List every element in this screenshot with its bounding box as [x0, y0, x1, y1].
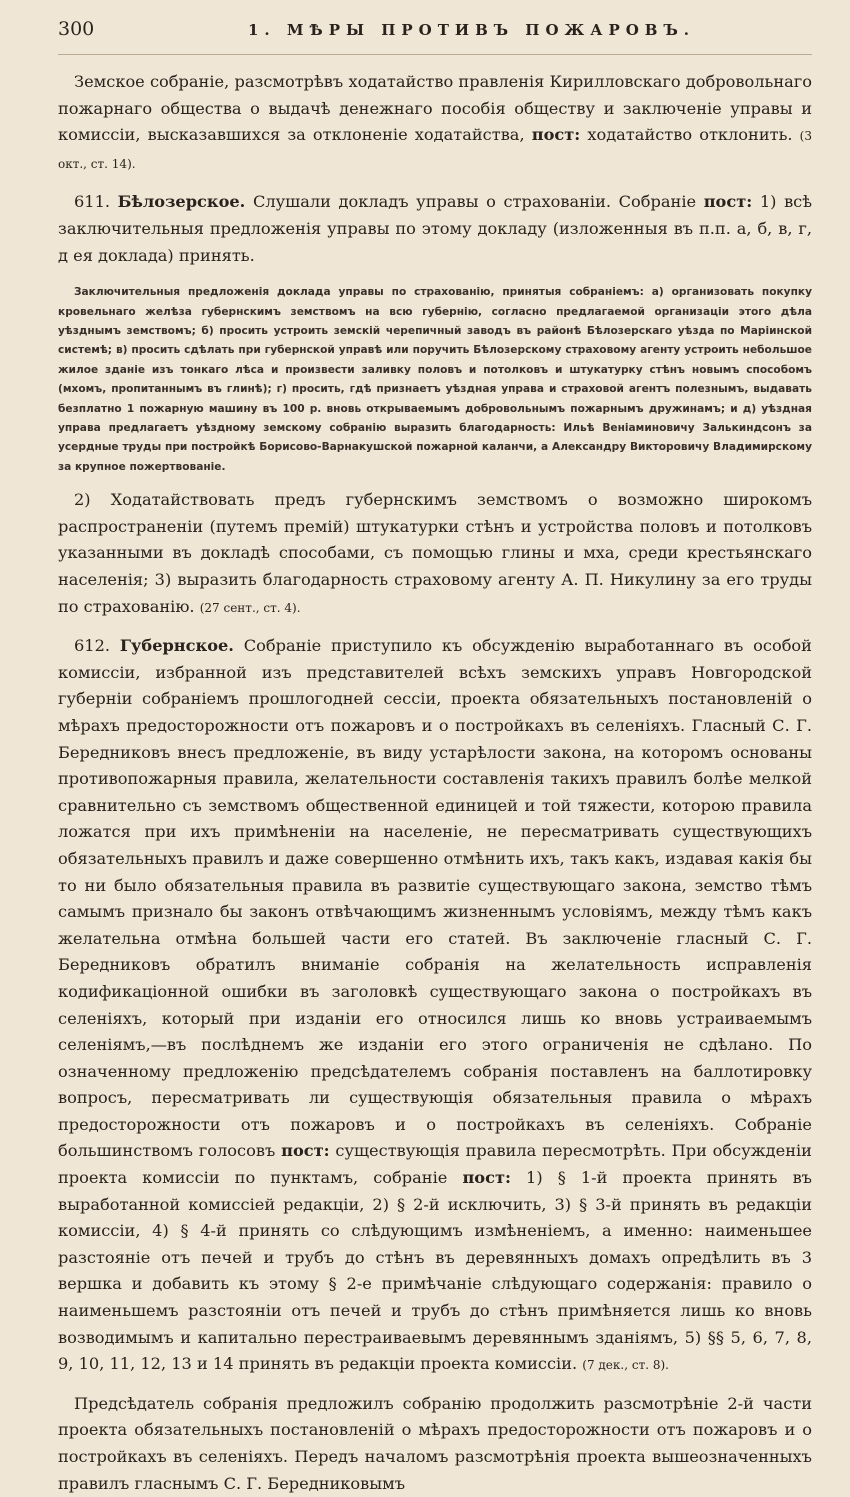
paragraph-chairman: Предсѣдатель собранія предложилъ собранію продолжить разсмотрѣніе 2-й части проекта обязательныхъ постановленій о мѣрахъ предосторожности отъ пожаровъ и о постройкахъ въ селеніяхъ. Передъ началомъ разсмотрѣнія проекта вышеозначенныхъ правилъ гласнымъ С. Г. Бередниковымъ [58, 1393, 812, 1493]
paragraph-611 [58, 189, 812, 269]
paragraph-text: 1) всѣ заключительныя предложенія управы по этому докладу (изложенныя въ п.п. а, б, в, г, д ея доклада) принять. [58, 192, 813, 265]
paragraph-text: существующія правила пересмотрѣть. При обсужденіи проекта комиссіи по пунктамъ, собраніе [58, 1141, 812, 1188]
paragraph-text: Земское собраніе, разсмотрѣвъ ходатайство правленія Кирилловскаго добровольнаго пожарнаго общества о выдачѣ денежнаго пособія обществу и заключеніе управы и комиссіи, высказавшихся за отклоненіе ходатайства, [58, 72, 812, 145]
resolution-marker: пост: [281, 1141, 330, 1161]
date-reference: (27 сент., ст. 4). [199, 600, 301, 615]
paragraph-text: 1) § 1-й проекта принять въ выработанной комиссіей редакціи, 2) § 2-й исключить, 3) § 3-й принять въ редакціи комиссіи, 4) § 4-й принять со слѣдующимъ измѣненіемъ, а именно: наименьшее разстояніе отъ печей и трубъ до стѣнъ въ деревянныхъ домахъ опредѣлить въ 3 вершка и добавить къ этому § 2-е примѣчаніе слѣдующаго содержанія: правило о наименьшемъ разстояніи отъ печей и трубъ до стѣнъ примѣняется лишь ко вновь возводимымъ и капитально перестраиваевымъ деревяннымъ зданіямъ, 5) §§ 5, 6, 7, 8, 9, 10, 11, 12, 13 и 14 принять въ редакціи проекта комиссіи. [58, 1168, 812, 1374]
paragraph-text: 2) Ходатайствовать предъ губернскимъ земствомъ о возможно широкомъ распространеніи (путемъ премій) штукатурки стѣнъ и устройства половъ и потолковъ указанными въ докладѣ способами, съ помощью глины и мха, среди крестьянскаго населенія; 3) выразить благодарность страховому агенту А. П. Никулину за его труды по страхованію. [58, 490, 812, 616]
resolution-marker: пост: [462, 1168, 511, 1188]
resolution-text: ходатайство отклонить. [587, 125, 793, 145]
paragraph-612 [58, 633, 812, 1379]
resolution-marker: пост: [703, 192, 753, 212]
resolution-marker: пост: [531, 125, 581, 145]
item-number: 611. [74, 192, 111, 212]
date-reference: (3 окт., ст. 14). [58, 129, 812, 171]
paragraph-text: Собраніе приступило къ обсужденію выработаннаго въ особой комиссіи, избранной изъ представителей всѣхъ земскихъ управъ Новгородской губерніи собраніемъ прошлогодней сессіи, проекта обязательныхъ постановленій о мѣрахъ предосторожности отъ пожаровъ и о постройкахъ въ селеніяхъ. Гласный С. Г. Бередниковъ внесъ предложеніе, въ виду устарѣлости закона, на которомъ основаны противопожарныя правила, желательности составленія такихъ правилъ болѣе мелкой сравнительно съ земствомъ общественной единицей и той тяжести, которою правила ложатся при ихъ примѣненіи на населеніе, не пересматривать существующихъ обязательныхъ правилъ и даже совершенно отмѣнить ихъ, такъ какъ, издавая какія бы то ни было обязательныя правила въ развитіе существующаго закона, земство тѣмъ самымъ признало бы законъ отвѣчающимъ жизненнымъ условіямъ, между тѣмъ какъ желательна отмѣна большей части его статей. Въ заключеніе гласный С. Г. Бередниковъ обратилъ вниманіе собранія на желательность исправленія кодификаціонной ошибки въ заголовкѣ существующаго закона о постройкахъ въ селеніяхъ, который при изданіи его относился лишь ко вновь устраиваемымъ селеніямъ,—въ послѣднемъ же изданіи его этого ограниченія не сдѣлано. По означенному предложенію предсѣдателемъ собранія поставленъ на баллотировку вопросъ, пересматривать ли существующія обязательныя правила о мѣрахъ предосторожности отъ пожаровъ и о постройкахъ въ селеніяхъ. Собраніе большинствомъ голосовъ [58, 636, 812, 1161]
paragraph-text: Слушали докладъ управы о страхованіи. Собраніе [252, 192, 697, 212]
page-number: 300 [58, 18, 95, 40]
item-number: 612. [74, 636, 111, 656]
paragraph-kirillov [58, 69, 812, 177]
date-reference: (7 дек., ст. 8). [582, 1358, 669, 1373]
zemstvo-name: Бѣлозерское. [117, 192, 246, 212]
footnote-611: Заключительныя предложенія доклада управы по страхованію, принятыя собраніемъ: а) организовать покупку кровельнаго желѣза губернскимъ земствомъ на всю губернію, согласно предлагаемой организаціи этого дѣла уѣзднымъ земствомъ; б) просить устроить земскій черепичный заводъ въ районѣ Бѣлозерскаго уѣзда по Маріинской системѣ; в) просить сдѣлать при губернской управѣ или поручить Бѣлозерскому страховому агенту устроить небольшое жилое зданіе изъ тонкаго лѣса и произвести заливку половъ и потолковъ и штукатурку стѣнъ новымъ способомъ (мхомъ, пропитаннымъ въ глинѣ); г) просить, гдѣ признаетъ уѣздная управа и страховой агентъ полезнымъ, выдавать безплатно 1 пожарную машину въ 100 р. вновь открываемымъ добровольнымъ пожарнымъ дружинамъ; и д) уѣздная управа предлагаетъ уѣздному земскому собранію выразить благодарность: Ильѣ Веніаминовичу Залькиндсонъ за усердные труды при постройкѣ Борисово-Варнакушской пожарной каланчи, а Александру Викторовичу Владимирскому за крупное пожертвованіе. [58, 286, 812, 473]
paragraph-611-continued [58, 487, 812, 621]
page-header [58, 18, 812, 55]
zemstvo-name: Губернское. [119, 636, 234, 656]
running-title: 1. МѢРЫ ПРОТИВЪ ПОЖАРОВЪ. [248, 21, 696, 39]
